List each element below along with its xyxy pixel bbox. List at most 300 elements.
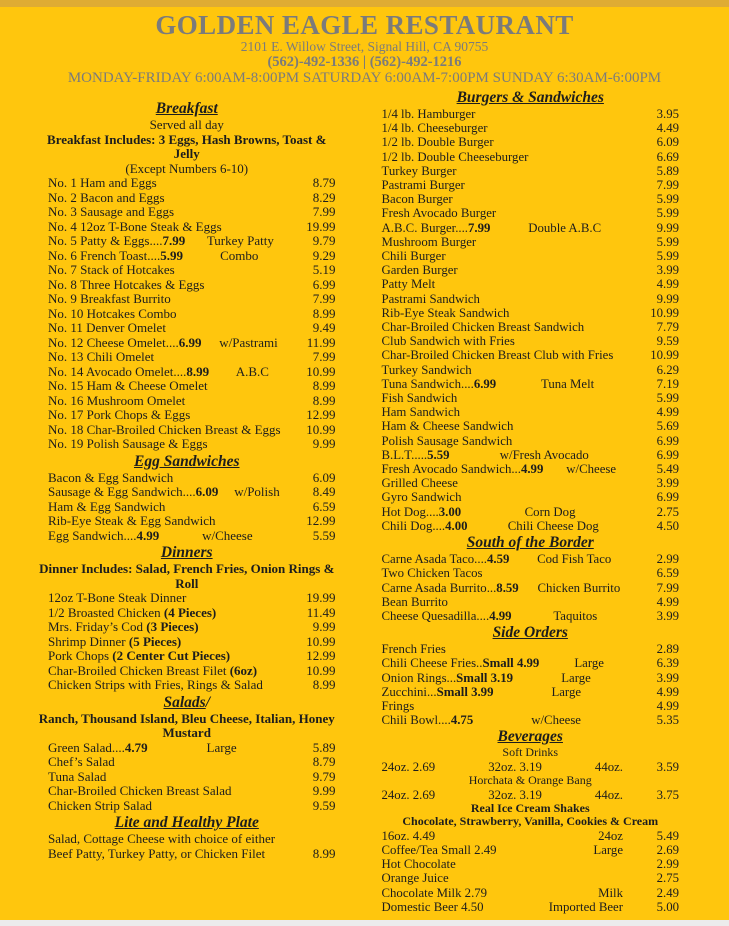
menu-item	[382, 713, 680, 727]
item-inline-bold: (5 Pieces)	[128, 633, 182, 649]
item-variant-mid	[190, 408, 295, 423]
item-variant-mid	[204, 278, 295, 293]
section-heading	[38, 452, 336, 471]
menu-item	[382, 595, 680, 609]
item-variant-mid	[232, 784, 296, 799]
item-inline-bold: Small 3.99	[436, 684, 494, 699]
item-name	[48, 321, 166, 336]
item-name-text: Char-Broiled Chicken Breast Club with Fries	[381, 348, 614, 363]
menu-item	[382, 760, 680, 774]
item-name	[382, 656, 540, 670]
item-inline-bold: 3.00	[438, 504, 462, 519]
item-name-text: Beef Patty, Turkey Patty, or Chicken Filet	[48, 845, 266, 861]
menu-item	[382, 609, 680, 623]
item-inline-bold: 6.09	[195, 484, 219, 499]
item-variant-mid	[458, 263, 639, 277]
item-price: 5.49	[656, 828, 679, 843]
item-variant-mid	[199, 620, 296, 635]
item-price: 10.99	[306, 662, 336, 678]
item-name-text: No. 15 Ham & Cheese Omelet	[48, 378, 208, 393]
item-name	[382, 164, 457, 178]
menu-item	[382, 552, 680, 566]
item-price: 8.99	[312, 378, 336, 393]
item-name	[382, 178, 465, 192]
item-name-text: Chocolate Milk 2.79	[381, 885, 488, 900]
item-price: 7.79	[656, 320, 679, 335]
item-name	[48, 292, 171, 307]
item-name	[382, 552, 510, 566]
menu-item	[382, 348, 680, 362]
menu-item	[382, 685, 680, 699]
item-name-text: 1/2 lb. Double Cheeseburger	[381, 149, 529, 164]
menu-item	[38, 606, 336, 621]
item-variant-mid: A.B.C	[235, 363, 269, 379]
item-name	[48, 263, 175, 278]
menu-item	[382, 377, 680, 391]
item-name	[48, 191, 165, 206]
item-variant-mid	[165, 191, 296, 206]
item-name	[382, 348, 614, 362]
menu-item	[38, 350, 336, 365]
item-price: 10.99	[306, 633, 336, 649]
section-heading-suffix: /	[205, 693, 211, 711]
menu-item	[38, 408, 336, 423]
item-price: 6.59	[312, 498, 336, 514]
item-variant-mid: w/Pastrami	[219, 334, 278, 350]
menu-item	[382, 320, 680, 334]
item-price: 9.49	[312, 320, 336, 335]
item-name-text: Bacon Burger	[381, 192, 453, 207]
section-note: Chocolate, Strawberry, Vanilla, Cookies & Cream	[402, 814, 659, 829]
section-heading-text: Side Orders	[492, 624, 568, 642]
item-name-text: Garden Burger	[381, 263, 458, 278]
item-price: 6.99	[656, 447, 679, 462]
item-name-text: 12oz T-Bone Steak Dinner	[48, 590, 187, 605]
top-border-band	[0, 0, 729, 7]
item-name	[48, 847, 265, 862]
menu-item	[382, 581, 680, 595]
item-variant-mid	[216, 514, 296, 529]
menu-item	[38, 263, 336, 278]
item-inline-bold: (3 Pieces)	[146, 619, 199, 634]
item-name	[382, 871, 449, 885]
item-name-text: Chili Burger	[381, 249, 446, 264]
item-name-text: Bacon & Egg Sandwich	[48, 469, 174, 485]
item-inline-bold: (6oz)	[229, 662, 258, 678]
section-note: Horchata & Orange Bang	[468, 773, 592, 788]
item-name	[48, 678, 263, 693]
menu-item	[382, 857, 680, 871]
menu-item	[382, 150, 680, 164]
item-price: 8.99	[312, 305, 336, 321]
item-price: 5.99	[656, 391, 679, 406]
item-name-text: Tuna Salad	[48, 768, 107, 784]
item-price: 7.19	[656, 376, 679, 391]
item-name	[382, 135, 494, 149]
item-name-text: No. 6 French Toast....	[48, 247, 161, 263]
menu-item	[38, 205, 336, 220]
menu-item	[38, 471, 336, 486]
item-name	[48, 741, 148, 756]
menu-item	[38, 249, 336, 264]
menu-item	[38, 379, 336, 394]
item-price: 6.99	[656, 490, 679, 505]
section-heading	[38, 813, 336, 832]
item-variant-mid	[435, 829, 598, 843]
item-name-text: No. 12 Cheese Omelet....	[48, 334, 179, 350]
item-variant-mid	[257, 664, 295, 679]
item-name-text: No. 7 Stack of Hotcakes	[48, 262, 175, 277]
item-name	[382, 595, 448, 609]
item-price: 2.75	[656, 504, 679, 519]
item-name	[48, 365, 209, 380]
item-variant-mid	[165, 500, 295, 515]
item-name-text: Cheese Quesadilla....	[381, 608, 490, 623]
menu-item	[38, 741, 336, 756]
item-name-text: Onion Rings...	[381, 670, 457, 685]
item-inline-bold: Small 4.99	[482, 656, 540, 671]
menu-item	[38, 191, 336, 206]
menu-item	[382, 419, 680, 433]
item-variant-right: Large	[593, 842, 623, 857]
item-variant-mid: Chili Cheese Dog	[507, 518, 599, 533]
item-price: 3.59	[656, 759, 679, 774]
item-price: 4.99	[656, 684, 679, 699]
item-name	[382, 363, 472, 377]
item-name-text: Fish Sandwich	[381, 391, 458, 406]
item-name-text: No. 8 Three Hotcakes & Eggs	[48, 276, 205, 292]
item-name	[48, 379, 208, 394]
item-variant-mid: Combo	[220, 247, 259, 263]
item-name-text: 16oz. 4.49	[381, 828, 436, 843]
menu-item	[382, 886, 680, 900]
item-inline-bold: 8.99	[186, 363, 210, 379]
item-price: 11.49	[306, 604, 336, 620]
item-name-text: No. 16 Mushroom Omelet	[48, 392, 186, 408]
item-name	[382, 642, 446, 656]
menu-item	[382, 829, 680, 843]
restaurant-hours: MONDAY-FRIDAY 6:00AM-8:00PM SATURDAY 6:00AM-7:00PM SUNDAY 6:30AM-6:00PM	[67, 70, 662, 86]
item-variant-mid	[460, 405, 639, 419]
item-name	[382, 490, 462, 504]
item-price: 6.09	[312, 469, 336, 485]
item-price: 9.29	[312, 247, 336, 263]
item-name	[48, 770, 106, 785]
section-heading-text: Breakfast	[155, 100, 218, 117]
item-price: 4.99	[656, 698, 679, 713]
item-variant-right: 24oz	[598, 828, 623, 843]
item-price: 9.59	[656, 334, 679, 349]
menu-item	[38, 620, 336, 635]
item-variant-mid: Large	[574, 656, 604, 671]
item-name	[382, 249, 446, 263]
item-name	[48, 176, 157, 191]
menu-item	[38, 321, 336, 336]
item-name	[48, 620, 199, 635]
item-name-text: Gyro Sandwich	[381, 490, 462, 505]
item-name	[48, 336, 201, 351]
item-name	[382, 886, 488, 900]
item-price: 19.99	[306, 218, 336, 234]
item-name-text: Mushroom Burger	[381, 234, 477, 249]
item-name-text: Char-Broiled Chicken Breast Sandwich	[381, 320, 585, 335]
item-variant-right: 44oz.	[594, 759, 623, 774]
item-name-text: No. 1 Ham and Eggs	[48, 175, 157, 190]
item-name	[48, 591, 186, 606]
menu-item	[38, 394, 336, 409]
item-name	[48, 437, 208, 452]
item-price: 12.99	[306, 513, 336, 528]
menu-section	[382, 533, 680, 623]
item-inline-bold: 4.75	[450, 713, 474, 728]
section-heading	[382, 533, 680, 552]
item-price: 4.49	[656, 121, 679, 136]
item-price: 5.99	[656, 234, 679, 249]
item-name-text: No. 9 Breakfast Burrito	[48, 291, 171, 306]
item-name-text: Zucchini...	[381, 684, 437, 699]
item-name-text: Chicken Strips with Fries, Rings & Salad	[48, 677, 263, 692]
item-variant-mid	[230, 649, 295, 664]
item-inline-bold: 4.99	[136, 527, 160, 543]
item-variant-mid	[461, 490, 639, 504]
menu-item	[382, 206, 680, 220]
item-variant-mid	[513, 419, 639, 433]
item-name-text: No. 11 Denver Omelet	[48, 320, 166, 335]
section-note: Ranch, Thousand Island, Bleu Cheese, Italian, Honey Mustard	[38, 710, 335, 740]
section-heading	[38, 543, 336, 562]
item-inline-bold: (2 Center Cut Pieces)	[112, 648, 231, 663]
item-name-text: B.L.T.....	[381, 447, 428, 462]
item-name-text: Carne Asada Taco....	[381, 552, 487, 567]
item-variant-mid	[472, 363, 639, 377]
menu-item	[38, 220, 336, 235]
item-price: 3.95	[656, 107, 679, 121]
section-note: Served all day	[149, 117, 224, 132]
item-price: 7.99	[312, 349, 336, 364]
item-variant-mid: Large	[206, 739, 237, 755]
menu-item	[38, 784, 336, 799]
item-price: 6.39	[656, 656, 679, 671]
section-heading	[38, 99, 336, 118]
item-name	[48, 220, 222, 235]
item-price: 3.99	[656, 476, 679, 491]
item-variant-mid: w/Cheese	[202, 527, 253, 543]
menu-item	[38, 292, 336, 307]
item-name	[48, 408, 190, 423]
item-name	[48, 664, 257, 679]
item-variant-mid	[483, 566, 639, 580]
item-price: 11.99	[306, 334, 336, 350]
item-price: 6.99	[656, 433, 679, 448]
item-variant-mid	[174, 205, 295, 220]
item-price: 9.99	[312, 436, 336, 451]
menu-item	[382, 164, 680, 178]
item-variant-mid: Turkey Patty	[206, 233, 274, 248]
item-variant-mid: Tuna Melt	[541, 376, 595, 391]
item-price: 9.99	[312, 783, 336, 798]
menu-item	[38, 307, 336, 322]
menu-item	[382, 490, 680, 504]
menu-item	[382, 871, 680, 885]
item-price: 2.99	[656, 552, 679, 567]
item-variant-mid	[208, 437, 296, 452]
item-name	[382, 192, 453, 206]
item-name	[48, 649, 230, 664]
item-price: 4.50	[656, 518, 679, 533]
item-variant-mid: w/Cheese	[531, 713, 581, 728]
section-note: Breakfast Includes: 3 Eggs, Hash Browns, Toast & Jelly	[47, 131, 327, 161]
item-variant-mid	[487, 886, 598, 900]
item-name	[382, 566, 483, 580]
menu-item	[38, 832, 336, 847]
item-price: 2.69	[656, 842, 679, 857]
item-name-text: No. 10 Hotcakes Combo	[48, 305, 177, 321]
item-name-text: Salad, Cottage Cheese with choice of either	[48, 831, 276, 846]
item-name	[382, 900, 484, 914]
item-inline-bold: (4 Pieces)	[163, 604, 217, 620]
item-name	[382, 320, 585, 334]
item-variant-mid	[476, 235, 639, 249]
item-price: 6.09	[656, 135, 679, 150]
menu-item	[382, 277, 680, 291]
item-name	[382, 788, 436, 802]
item-variant-mid	[453, 192, 639, 206]
item-name	[382, 448, 450, 462]
item-variant-mid: Cod Fish Taco	[537, 552, 612, 567]
menu-item	[38, 500, 336, 515]
item-name	[382, 685, 494, 699]
item-name-text: 24oz. 2.69	[381, 787, 436, 802]
item-name-text: A.B.C. Burger....	[381, 220, 469, 235]
item-variant-mid	[265, 847, 295, 862]
item-variant-mid	[448, 595, 639, 609]
item-name	[382, 334, 515, 348]
item-name	[382, 462, 544, 476]
item-variant-mid	[175, 263, 296, 278]
menu-item	[382, 656, 680, 670]
item-name	[382, 121, 488, 135]
item-inline-bold: 8.59	[496, 580, 519, 595]
item-variant-mid: Large	[551, 684, 582, 699]
item-price: 6.99	[312, 276, 336, 292]
item-variant-mid	[613, 348, 639, 362]
item-price: 9.99	[656, 220, 679, 235]
menu-item	[382, 405, 680, 419]
restaurant-phones: (562)-492-1336 | (562)-492-1216	[267, 54, 462, 70]
item-variant-mid	[497, 843, 594, 857]
item-price: 3.99	[656, 670, 679, 685]
section-heading-text: South of the Border	[466, 534, 594, 552]
item-name-text: Rib-Eye Steak Sandwich	[381, 305, 510, 320]
item-name-text: Ham & Cheese Sandwich	[381, 419, 514, 434]
menu-item	[38, 485, 336, 500]
item-name-text: Shrimp Dinner	[48, 633, 129, 649]
item-name	[382, 713, 474, 727]
item-name-text: No. 17 Pork Chops & Eggs	[48, 407, 191, 422]
menu-section	[382, 88, 680, 533]
item-price: 8.29	[312, 189, 336, 205]
menu-item	[38, 365, 336, 380]
item-name	[382, 843, 497, 857]
item-price: 9.79	[312, 768, 336, 784]
item-name	[48, 394, 185, 409]
item-name-text: Pastrami Burger	[381, 178, 465, 193]
item-name-text: Grilled Cheese	[381, 476, 458, 491]
menu-item	[382, 519, 680, 533]
item-name	[48, 234, 185, 249]
item-name-text: Carne Asada Burrito...	[381, 580, 497, 595]
item-price: 2.89	[656, 642, 679, 657]
item-variant-mid	[414, 699, 639, 713]
item-variant-mid	[281, 423, 296, 438]
item-name-text: Hot Dog....	[381, 504, 439, 519]
item-variant-mid: Chicken Burrito	[537, 580, 621, 595]
menu-item	[38, 755, 336, 770]
menu-item	[382, 221, 680, 235]
menu-item	[38, 591, 336, 606]
item-price: 8.99	[312, 845, 336, 861]
item-variant-mid: 32oz. 3.19	[488, 759, 542, 774]
item-variant-mid	[181, 635, 295, 650]
item-name	[382, 306, 510, 320]
item-price: 4.99	[656, 405, 679, 420]
item-name	[48, 755, 115, 770]
item-name	[382, 263, 458, 277]
item-variant-mid	[157, 176, 296, 191]
menu-section	[38, 99, 336, 452]
item-variant-mid: Taquitos	[553, 608, 598, 623]
menu-item	[382, 363, 680, 377]
item-price: 5.89	[312, 739, 336, 755]
menu-section	[382, 727, 680, 914]
item-name	[48, 606, 216, 621]
item-price: 5.19	[312, 262, 336, 277]
item-name	[48, 205, 174, 220]
item-name	[48, 423, 281, 438]
item-price: 3.99	[656, 608, 679, 623]
item-name	[382, 476, 458, 490]
menu-item	[382, 178, 680, 192]
item-variant-mid	[484, 900, 549, 914]
item-price: 7.99	[312, 204, 336, 219]
item-variant-mid	[488, 121, 639, 135]
item-variant-mid	[446, 249, 639, 263]
item-variant-right: Imported Beer	[548, 899, 623, 914]
menu-item	[382, 263, 680, 277]
item-name	[382, 377, 497, 391]
item-variant-mid	[154, 350, 295, 365]
item-price: 6.69	[656, 149, 679, 164]
item-variant-mid	[528, 150, 639, 164]
menu-item	[382, 671, 680, 685]
item-name	[48, 832, 275, 847]
item-name	[382, 434, 513, 448]
item-price: 9.79	[312, 233, 336, 248]
item-name-text: Pastrami Sandwich	[381, 291, 480, 306]
item-name	[48, 307, 177, 322]
item-name-text: French Fries	[381, 642, 446, 657]
section-heading-text: Beverages	[497, 728, 563, 746]
item-price: 8.79	[312, 175, 336, 190]
menu-item	[382, 107, 680, 121]
item-price: 2.99	[656, 857, 679, 872]
item-variant-mid	[457, 164, 639, 178]
menu-item	[382, 699, 680, 713]
menu-item	[382, 462, 680, 476]
item-inline-bold: 4.99	[520, 462, 544, 477]
item-variant-mid	[512, 434, 639, 448]
section-heading	[382, 623, 680, 642]
